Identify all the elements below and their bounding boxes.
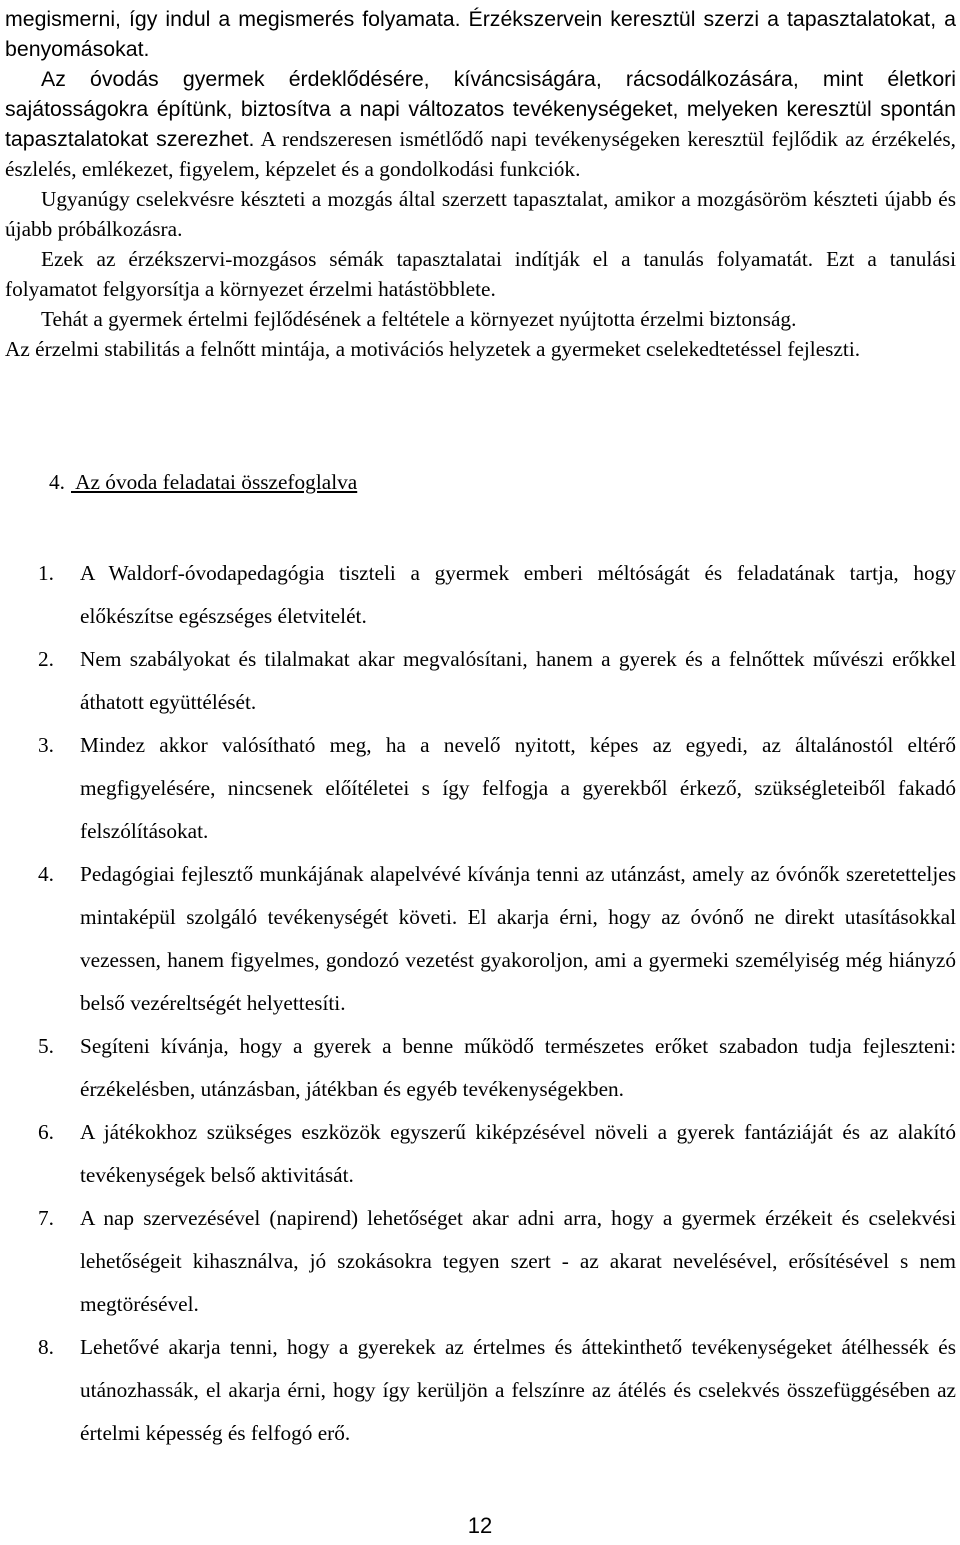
list-item-text: Pedagógiai fejlesztő munkájának alapelvévé kívánja tenni az utánzást, amely az óvónők szeretetteljes mintaképül szolgáló tevékenységét követi. El akarja érni, hogy az óvónő ne direkt utasításokkal vezessen, hanem figyelmes, gondozó vezetést gyakoroljon, ami a gyermeki személyiség még hiányzó belső vezéreltségét helyettesíti.	[80, 862, 956, 1015]
paragraph-emotional-security: Tehát a gyermek értelmi fejlődésének a feltétele a környezet nyújtotta érzelmi biztonság.	[41, 307, 797, 331]
paragraph-curiosity-sentence: Az óvodás gyermek érdeklődésére, kíváncsiságára, rácsodálkozására, mint életkori sajátosságokra építünk, biztosítva a napi változatos tevékenységeket, melyeken keresztül spontán tapasztalatokat szerezhet.	[5, 67, 956, 151]
list-item-text: Mindez akkor valósítható meg, ha a nevelő nyitott, képes az egyedi, az általánostól eltérő megfigyelésére, nincsenek előítéletei s így felfogja a gyerekből érkező, szükségleteiből fakadó felszólításokat.	[80, 733, 956, 843]
list-item	[38, 638, 956, 724]
section-title: Az óvoda feladatai összefoglalva	[71, 470, 358, 494]
list-item-number: 6.	[38, 1120, 54, 1144]
paragraph-learning	[5, 244, 956, 304]
list-item-number: 2.	[38, 647, 54, 671]
paragraph-stability: Az érzelmi stabilitás a felnőtt mintája, a motivációs helyzetek a gyermeket cselekedtetéssel fejleszti.	[5, 337, 861, 361]
paragraph-curiosity	[5, 64, 956, 184]
section-heading	[49, 467, 357, 497]
list-item	[38, 1197, 956, 1326]
list-item	[38, 724, 956, 853]
paragraph-movement: Ugyanúgy cselekvésre készteti a mozgás által szerzett tapasztalat, amikor a mozgásöröm készteti újabb és újabb próbálkozásra.	[5, 187, 956, 241]
list-item-number: 7.	[38, 1206, 54, 1230]
list-item-text: Lehetővé akarja tenni, hogy a gyerekek az értelmes és áttekinthető tevékenységeket átélhessék és utánozhassák, el akarja érni, hogy így kerüljön a felszínre az átélés és cselekvés összefüggésében az értelmi képesség és felfogó erő.	[80, 1335, 956, 1445]
paragraph-learning-sentence-2: Ezt a tanulási folyamatot felgyorsítja a környezet érzelmi hatástöbblete.	[5, 247, 956, 301]
list-item-text: Nem szabályokat és tilalmakat akar megvalósítani, hanem a gyerek és a felnőttek művészi erőkkel áthatott együttélését.	[80, 647, 956, 714]
list-item-number: 1.	[38, 561, 54, 585]
body-text	[5, 4, 956, 364]
list-item	[38, 1111, 956, 1197]
list-item-number: 8.	[38, 1335, 54, 1359]
list-item-number: 5.	[38, 1034, 54, 1058]
list-item-text: A nap szervezésével (napirend) lehetőséget akar adni arra, hogy a gyermek érzékeit és cselekvési lehetőségeit kihasználva, jó szokásokra tegyen szert - az akarat nevelésével, erősítésével s nem megtörésével.	[80, 1206, 956, 1316]
paragraph-repetition-sentence: A rendszeresen ismétlődő napi tevékenységeken keresztül fejlődik az érzékelés, észlelés, emlékezet, figyelem, képzelet és a gondolkodási funkciók.	[5, 127, 956, 181]
list-item-text: A Waldorf-óvodapedagógia tiszteli a gyermek emberi méltóságát és feladatának tartja, hogy előkészítse egészséges életvitelét.	[80, 561, 956, 628]
list-item	[38, 853, 956, 1025]
task-list	[38, 552, 956, 1455]
section-number: 4.	[49, 470, 65, 494]
list-item	[38, 1326, 956, 1455]
list-item-text: A játékokhoz szükséges eszközök egyszerű kiképzésével növeli a gyerek fantáziáját és az alakító tevékenységek belső aktivitását.	[80, 1120, 956, 1187]
paragraph-continuation: megismerni, így indul a megismerés folyamata. Érzékszervein keresztül szerzi a tapasztalatokat, a benyomásokat.	[5, 7, 956, 61]
page-number: 12	[467, 1513, 493, 1538]
list-item-text: Segíteni kívánja, hogy a gyerek a benne működő természetes erőket szabadon tudja fejleszteni: érzékelésben, utánzásban, játékban és egyéb tevékenységekben.	[80, 1034, 956, 1101]
list-item-number: 4.	[38, 862, 54, 886]
list-item	[38, 1025, 956, 1111]
paragraph-learning-sentence-1: Ezek az érzékszervi-mozgásos sémák tapasztalatai indítják el a tanulás folyamatát.	[41, 247, 814, 271]
list-item-number: 3.	[38, 733, 54, 757]
list-item	[38, 552, 956, 638]
